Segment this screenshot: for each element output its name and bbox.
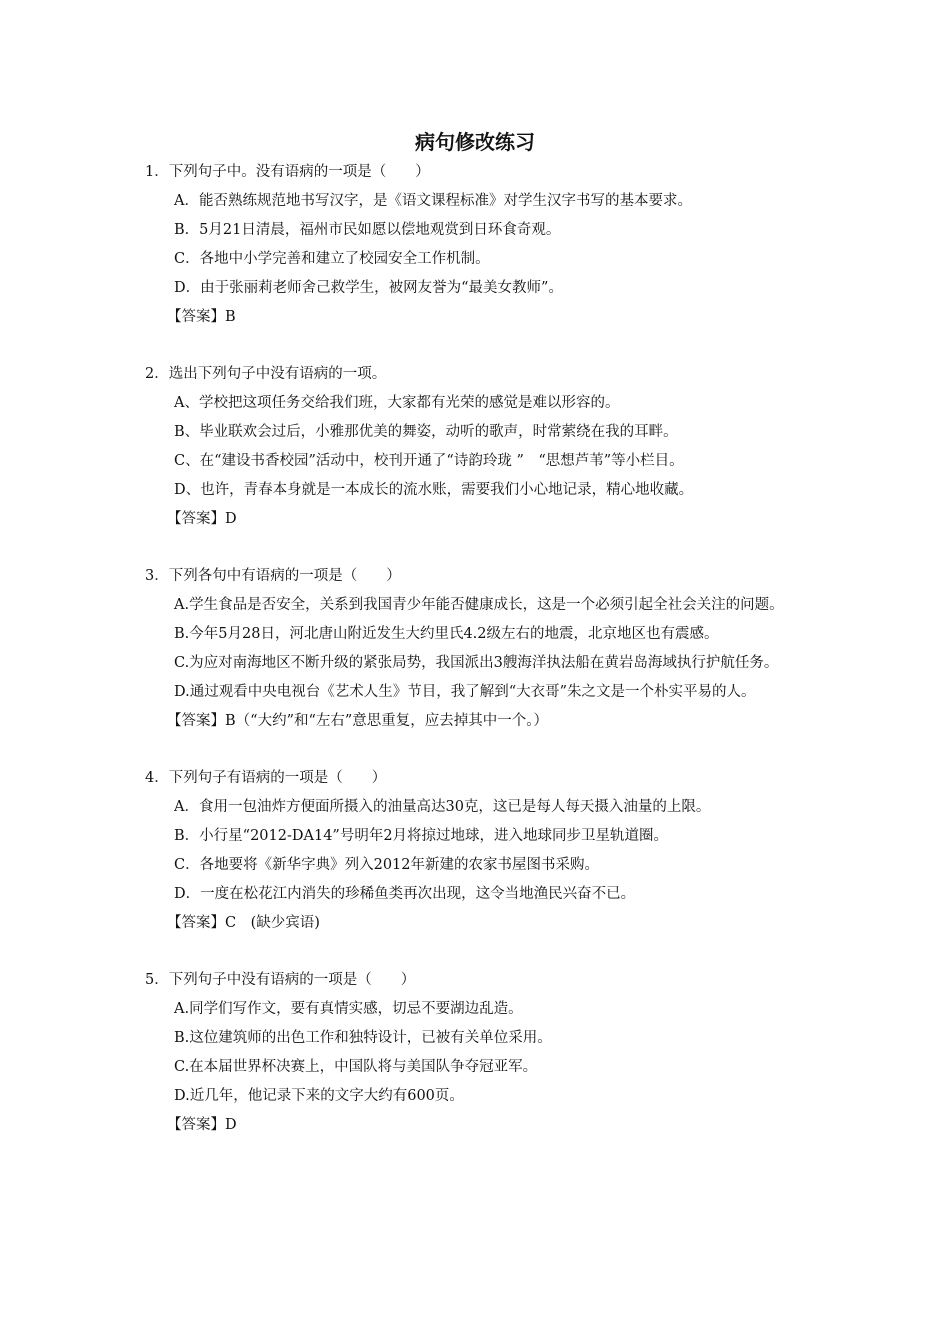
option-a: A.同学们写作文，要有真情实感，切忌不要湖边乱造。 [174,1001,523,1017]
question-stem: 1．下列句子中。没有语病的一项是（ ） [145,164,430,180]
option-b: B.今年5月28日，河北唐山附近发生大约里氏4.2级左右的地震，北京地区也有震感。 [174,626,719,642]
option-c: C、在“建设书香校园”活动中，校刊开通了“诗韵玲珑 ” “思想芦苇”等小栏目。 [174,453,684,469]
spacer [145,332,815,360]
option-b: B．小行星“2012-DA14”号明年2月将掠过地球，进入地球同步卫星轨道圈。 [174,828,669,844]
question-2 [145,360,815,534]
question-stem: 3．下列各句中有语病的一项是（ ） [145,568,401,584]
option-d: D、也许，青春本身就是一本成长的流水账，需要我们小心地记录，精心地收藏。 [174,482,694,498]
option-a: A.学生食品是否安全，关系到我国青少年能否健康成长，这是一个必须引起全社会关注的问题。 [174,597,784,613]
question-4 [145,764,815,938]
option-d: D．由于张丽莉老师舍己救学生，被网友誉为“最美女教师”。 [174,280,563,296]
answer: 【答案】C (缺少宾语) [167,915,320,931]
spacer [145,938,815,966]
question-stem: 5．下列句子中没有语病的一项是（ ） [145,972,416,988]
option-b: B.这位建筑师的出色工作和独特设计，已被有关单位采用。 [174,1030,552,1046]
option-c: C．各地要将《新华字典》列入2012年新建的农家书屋图书采购。 [174,857,599,873]
answer: 【答案】D [167,511,237,527]
answer: 【答案】B [167,309,236,325]
option-a: A、学校把这项任务交给我们班，大家都有光荣的感觉是难以形容的。 [174,395,620,411]
document-body [145,158,815,1140]
page-title: 病句修改练习 [415,130,535,154]
option-a: A．食用一包油炸方便面所摄入的油量高达30克，这已是每人每天摄入油量的上限。 [174,799,711,815]
spacer [145,534,815,562]
answer: 【答案】D [167,1117,237,1133]
option-c: C．各地中小学完善和建立了校园安全工作机制。 [174,251,490,267]
question-3 [145,562,815,736]
option-d: D．一度在松花江内消失的珍稀鱼类再次出现，这令当地渔民兴奋不已。 [174,886,636,902]
option-c: C.为应对南海地区不断升级的紧张局势，我国派出3艘海洋执法船在黄岩岛海域执行护航任务。 [174,655,779,671]
option-d: D.近几年，他记录下来的文字大约有600页。 [174,1088,464,1104]
question-1 [145,158,815,332]
option-d: D.通过观看中央电视台《艺术人生》节目，我了解到“大衣哥”朱之文是一个朴实平易的人。 [174,684,756,700]
spacer [145,736,815,764]
question-stem: 4．下列句子有语病的一项是（ ） [145,770,387,786]
answer: 【答案】B（“大约”和“左右”意思重复，应去掉其中一个。） [167,713,549,729]
option-b: B、毕业联欢会过后，小雅那优美的舞姿，动听的歌声，时常萦绕在我的耳畔。 [174,424,678,440]
option-b: B．5月21日清晨，福州市民如愿以偿地观赏到日环食奇观。 [174,222,561,238]
question-stem: 2．选出下列句子中没有语病的一项。 [145,366,387,382]
option-a: A．能否熟练规范地书写汉字，是《语文课程标准》对学生汉字书写的基本要求。 [174,193,692,209]
option-c: C.在本届世界杯决赛上，中国队将与美国队争夺冠亚军。 [174,1059,538,1075]
question-5 [145,966,815,1140]
